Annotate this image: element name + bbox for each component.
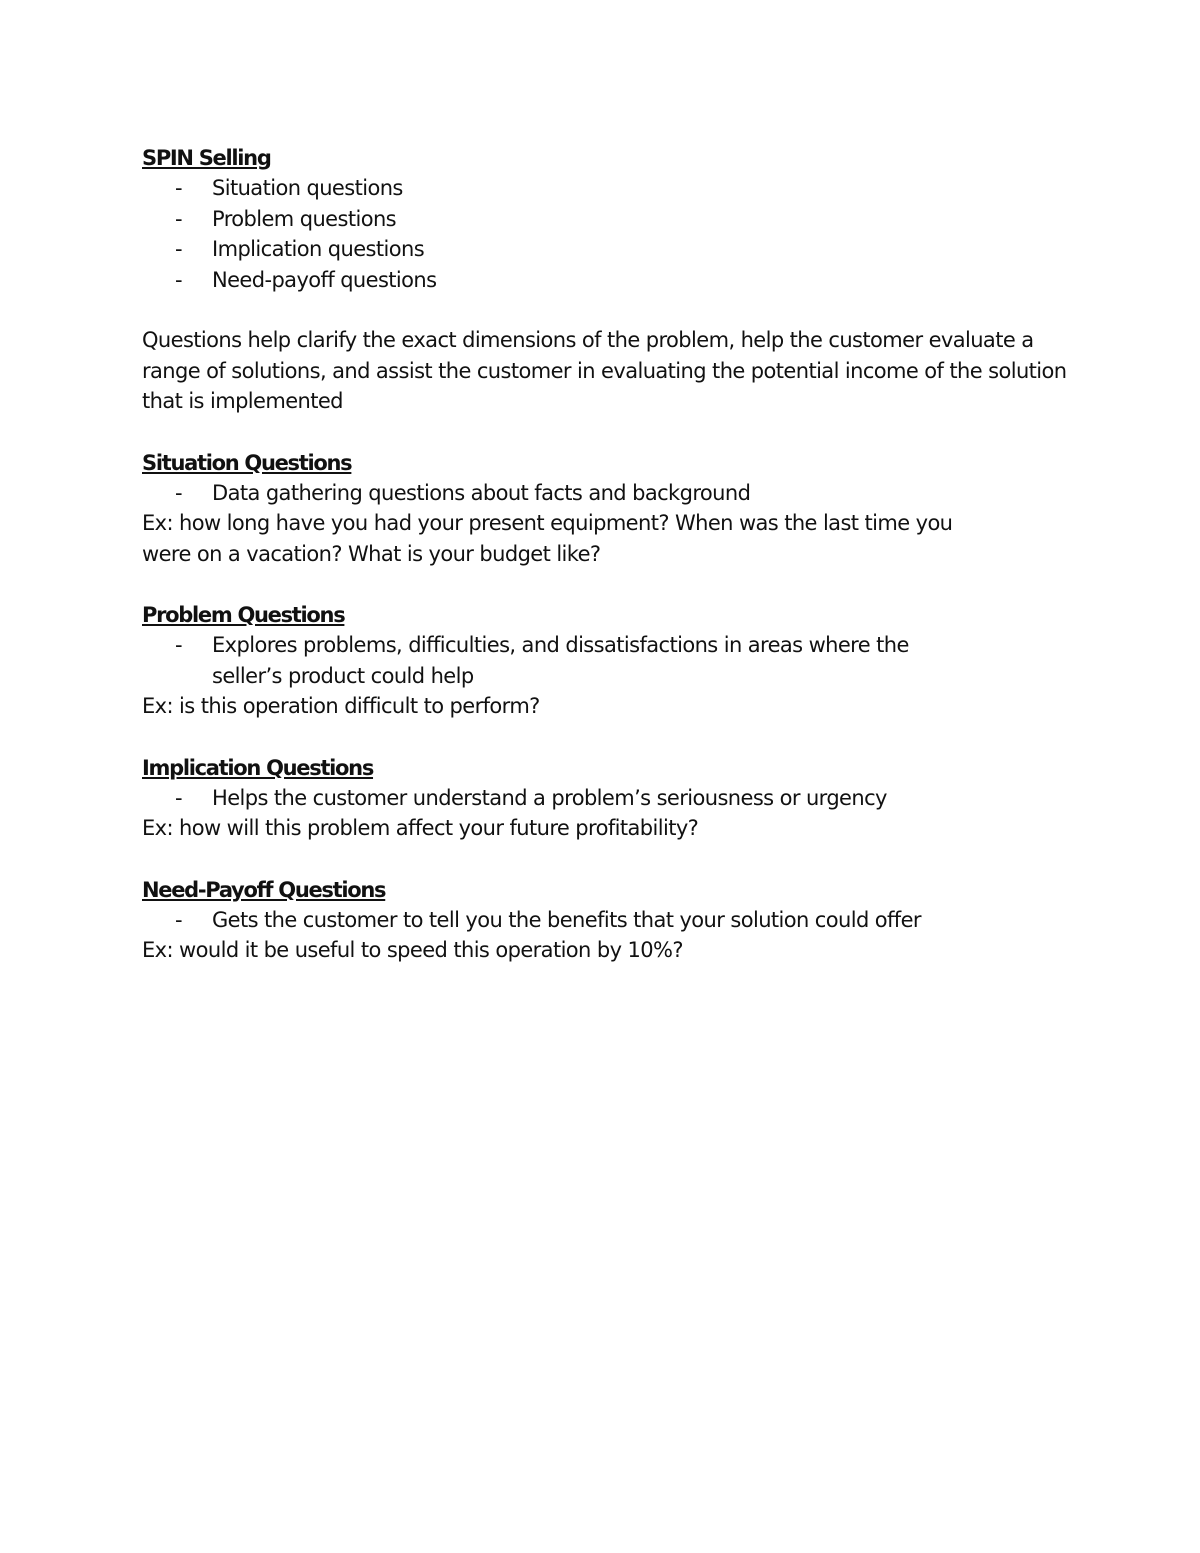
list-item — [142, 783, 1072, 814]
example-text: Ex: how will this problem affect your future profitability? — [142, 816, 699, 840]
dash-bullet: - — [175, 480, 182, 505]
section-list-need-payoff — [142, 905, 1072, 936]
list-item-text: Implication questions — [212, 237, 425, 261]
section-list-situation — [142, 478, 1072, 509]
section-heading-implication: Implication Questions — [142, 755, 374, 780]
section-heading-problem: Problem Questions — [142, 603, 345, 627]
list-item — [142, 234, 1072, 265]
section-list-implication — [142, 783, 1072, 814]
list-item-text: Data gathering questions about facts and background — [212, 480, 751, 505]
list-item — [142, 173, 1072, 204]
section-heading-need-payoff: Need-Payoff Questions — [142, 877, 386, 902]
dash-bullet: - — [175, 633, 182, 657]
dash-bullet: - — [175, 176, 182, 200]
list-item — [142, 630, 1072, 691]
dash-bullet: - — [175, 267, 182, 292]
list-item-text: Need-payoff questions — [212, 267, 437, 292]
example-text: Ex: is this operation difficult to perform? — [142, 694, 540, 718]
document-body — [142, 143, 1072, 966]
example-text: were on a vacation? What is your budget like? — [142, 541, 601, 566]
document-title: SPIN Selling — [142, 146, 271, 170]
list-item-text: Gets the customer to tell you the benefits that your solution could offer — [212, 907, 921, 932]
example-text: Ex: how long have you had your present equipment? When was the last time you — [142, 511, 953, 535]
dash-bullet: - — [175, 237, 182, 261]
section-list-problem — [142, 630, 1072, 691]
list-item — [142, 265, 1072, 296]
list-item-text: seller’s product could help — [212, 663, 474, 688]
list-item — [142, 478, 1072, 509]
list-item — [142, 905, 1072, 936]
list-item-text: Helps the customer understand a problem’s seriousness or urgency — [212, 785, 887, 810]
dash-bullet: - — [175, 206, 182, 231]
intro-paragraph: Questions help clarify the exact dimensions of the problem, help the customer evaluate a range of solutions, and assist the customer in evaluating the potential income of the solution that is implemented — [142, 328, 1067, 413]
overview-list — [142, 173, 1072, 295]
section-heading-situation: Situation Questions — [142, 450, 352, 475]
example-text: Ex: would it be useful to speed this operation by 10%? — [142, 938, 683, 962]
list-item-text: Situation questions — [212, 176, 403, 200]
list-item — [142, 204, 1072, 235]
list-item-text: Problem questions — [212, 206, 396, 231]
dash-bullet: - — [175, 785, 182, 810]
list-item-text: Explores problems, difficulties, and dissatisfactions in areas where the — [212, 633, 909, 657]
dash-bullet: - — [175, 907, 182, 932]
